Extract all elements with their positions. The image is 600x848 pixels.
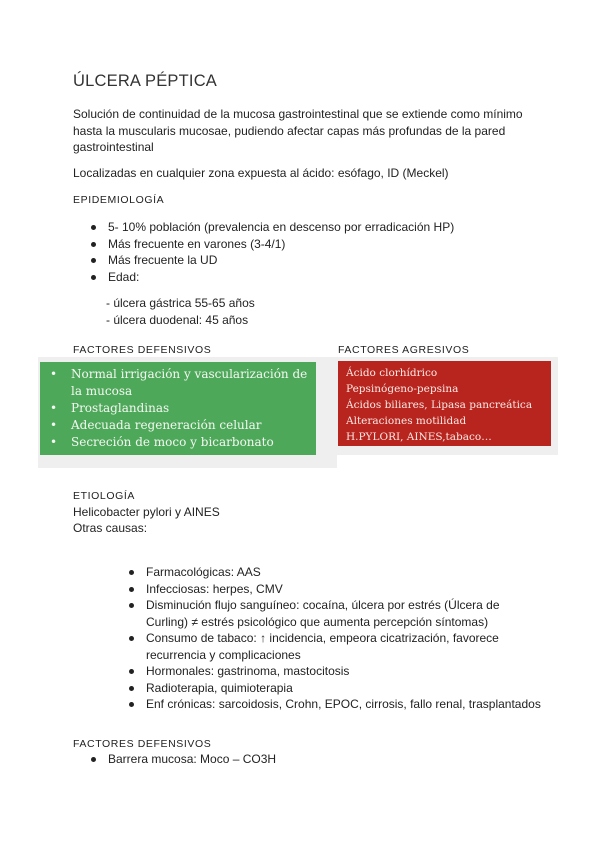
definition-paragraph: Solución de continuidad de la mucosa gastrointestinal que se extiende como mínimo hasta la muscularis mucosae, pudiendo afectar capas más profundas de la pared gastrointestinal (73, 107, 523, 154)
epidemiologia-list (86, 219, 556, 285)
list-item: Hormonales: gastrinoma, mastocitosis (124, 663, 544, 680)
list-item: Consumo de tabaco: ↑ incidencia, empeora cicatrización, favorece recurrencia y complicaciones (124, 630, 544, 663)
defensive-factors-box (40, 362, 316, 455)
defensive-factor-item: • Adecuada regeneración celular (50, 418, 262, 432)
factores-defensivos-2-list (86, 751, 546, 768)
list-item: Edad: (86, 269, 556, 286)
etiologia-main: Helicobacter pylori y AINES (73, 505, 220, 519)
list-item: Radioterapia, quimioterapia (124, 680, 544, 697)
list-item: Más frecuente la UD (86, 252, 556, 269)
page-title: ÚLCERA PÉPTICA (73, 72, 218, 90)
aggressive-factor-item: Ácido clorhídrico (346, 367, 438, 379)
factores-defensivos-2-heading: FACTORES DEFENSIVOS (73, 738, 212, 750)
defensive-factor-item: • Normal irrigación y vascularización de la mucosa (50, 367, 308, 398)
bullet-icon: • (50, 401, 58, 415)
etiologia-heading: ETIOLOGÍA (73, 490, 135, 502)
bullet-icon: • (50, 435, 58, 449)
list-item: Disminución flujo sanguíneo: cocaína, úlcera por estrés (Úlcera de Curling) ≠ estrés psicológico que aumenta percepción síntomas) (124, 597, 544, 630)
list-item: Farmacológicas: AAS (124, 564, 544, 581)
aggressive-factor-item: Ácidos biliares, Lipasa pancreática (346, 399, 533, 411)
defensive-factor-item: • Secreción de moco y bicarbonato (50, 435, 274, 449)
list-item: Enf crónicas: sarcoidosis, Crohn, EPOC, cirrosis, fallo renal, trasplantados (124, 696, 544, 713)
list-item: 5- 10% población (prevalencia en descenso por erradicación HP) (86, 219, 556, 236)
factores-defensivos-heading: FACTORES DEFENSIVOS (73, 344, 212, 356)
list-item: Barrera mucosa: Moco – CO3H (86, 751, 546, 768)
age-duodenal: - úlcera duodenal: 45 años (106, 313, 249, 327)
age-gastric: - úlcera gástrica 55-65 años (106, 296, 255, 310)
etiologia-list (124, 564, 544, 713)
aggressive-factors-box (338, 361, 551, 446)
list-item: Más frecuente en varones (3-4/1) (86, 236, 556, 253)
location-paragraph: Localizadas en cualquier zona expuesta al ácido: esófago, ID (Meckel) (73, 166, 449, 180)
aggressive-factor-item: H.PYLORI, AINES,tabaco… (346, 431, 492, 443)
etiologia-other: Otras causas: (73, 521, 148, 535)
aggressive-factor-item: Pepsinógeno-pepsina (346, 383, 459, 395)
bullet-icon: • (50, 418, 58, 432)
aggressive-factor-item: Alteraciones motilidad (346, 415, 467, 427)
list-item: Infecciosas: herpes, CMV (124, 581, 544, 598)
epidemiologia-heading: EPIDEMIOLOGÍA (73, 194, 165, 206)
bullet-icon: • (50, 367, 58, 381)
defensive-factor-item: • Prostaglandinas (50, 401, 170, 415)
factores-agresivos-heading: FACTORES AGRESIVOS (338, 344, 470, 356)
